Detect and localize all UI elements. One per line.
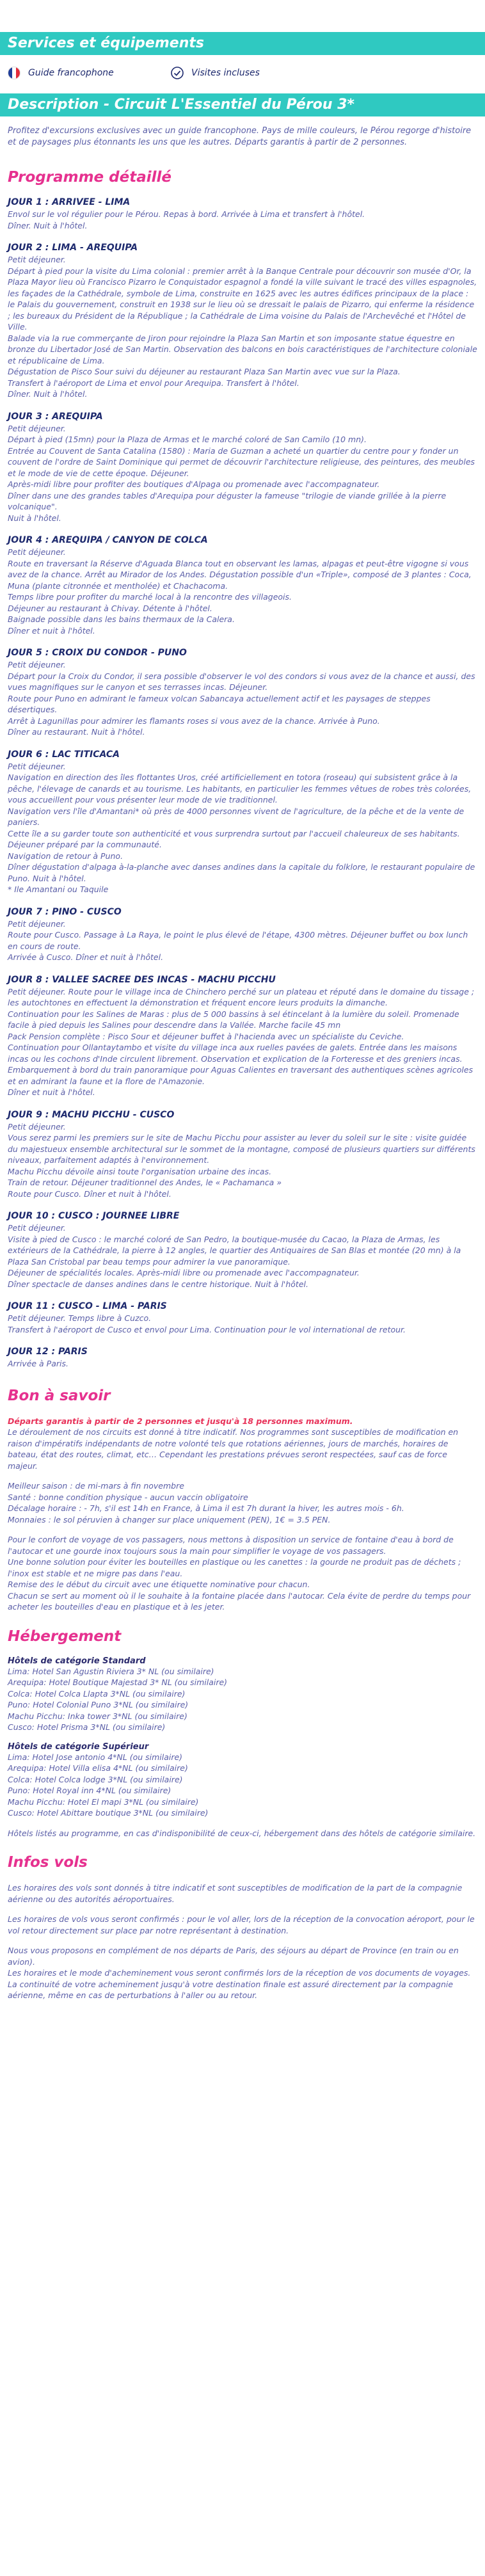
programme-title: Programme détaillé xyxy=(8,169,171,186)
infos-vols-p1: Les horaires des vols sont donnés à titre indicatif et sont susceptibles de modification de la part de la compagnie aérienne ou des autorités aéroportuaires. xyxy=(8,1883,463,1904)
day-title: JOUR 2 : LIMA - AREQUIPA xyxy=(8,243,138,253)
day-block xyxy=(0,1110,485,1212)
day-title: JOUR 4 : AREQUIPA / CANYON DE COLCA xyxy=(8,535,208,545)
hotels-standard-list: Lima: Hotel San Agustin Riviera 3* NL (ou similaire) Arequipa: Hotel Boutique Majestad 3* NL (ou similaire) Colca: Hotel Colca Llapta 3*NL (ou similaire) Puno: Hotel Colonial Puno 3*NL (ou similaire) Machu Picchu: Inka tower 3*NL (ou similaire) Cusco: Hotel Prisma 3*NL (ou similaire) xyxy=(8,1666,228,1732)
day-title: JOUR 3 : AREQUIPA xyxy=(8,411,103,422)
infos-vols-p2: Les horaires de vols vous seront confirmés : pour le vol aller, lors de la réception de la convocation aéroport, pour le vol retour directement sur place par notre représentant à destination. xyxy=(8,1914,475,1935)
day-body: Petit déjeuner. Vous serez parmi les premiers sur le site de Machu Picchu pour assister au lever du soleil sur le site : visite guidée du majestueux ensemble architectural sur le sommet de la montagne, composé de plusieurs quartiers sur différents niveaux, parfaitement adaptés à l'environnement. Machu Picchu dévoile ainsi toute l'organisation urbaine des incas. Train de retour. Déjeuner traditionnel des Andes, le « Pachamanca » Route pour Cusco. Dîner et nuit à l'hôtel. xyxy=(8,1121,475,1199)
day-block xyxy=(0,907,485,975)
day-title: JOUR 5 : CROIX DU CONDOR - PUNO xyxy=(8,648,187,658)
day-block xyxy=(0,648,485,749)
services-list xyxy=(0,55,485,93)
day-body: Petit déjeuner. Départ à pied (15mn) pour la Plaza de Armas et le marché coloré de San Camilo (10 mn). Entrée au Couvent de Santa Catalina (1580) : Maria de Guzman a acheté un quartier du centre pour y fonder un couvent de l'ordre de Saint Dominique qui permet de découvrir l'architecture religieuse, des peintures, des meubles et le mode de vie de cette époque. Déjeuner. Après-midi libre pour profiter des boutiques d'Alpaga ou promenade avec l'accompagnateur. Dîner dans une des grandes tables d'Arequipa pour déguster la fameuse "trilogie de viande grillée à la pierre volcanique". Nuit à l'hôtel. xyxy=(8,423,475,523)
service-label-guide: Guide francophone xyxy=(28,68,114,78)
day-title: JOUR 7 : PINO - CUSCO xyxy=(8,906,122,917)
day-body: Arrivée à Paris. xyxy=(8,1359,68,1368)
day-block xyxy=(0,749,485,907)
service-item-visites xyxy=(171,67,334,79)
day-title: JOUR 6 : LAC TITICACA xyxy=(8,749,120,760)
hebergement-title: Hébergement xyxy=(8,1628,122,1645)
day-block xyxy=(0,1301,485,1347)
day-block xyxy=(0,412,485,536)
bon-a-savoir-lead: Départs garantis à partir de 2 personnes et jusqu'à 18 personnes maximum. xyxy=(8,1416,353,1426)
day-title: JOUR 10 : CUSCO : JOURNEE LIBRE xyxy=(8,1211,180,1221)
day-body: Petit déjeuner. Départ pour la Croix du Condor, il sera possible d'observer le vol des condors si vous avez de la chance et aussi, des vues magnifiques sur le canyon et ses terrasses incas. Déjeuner. Route pour Puno en admirant le fameux volcan Sabancaya actuellement actif et les paysages de steppes désertiques. Arrêt à Lagunillas pour admirer les flamants roses si vous avez de la chance. Arrivée à Puno. Dîner au restaurant. Nuit à l'hôtel. xyxy=(8,660,475,737)
flag-france-icon xyxy=(8,67,20,79)
hotels-superieur-list: Lima: Hotel Jose antonio 4*NL (ou similaire) Arequipa: Hotel Villa elisa 4*NL (ou similaire) Colca: Hotel Colca lodge 3*NL (ou similaire) Puno: Hotel Royal inn 4*NL (ou similaire) Machu Picchu: Hotel El mapi 3*NL (ou similaire) Cusco: Hotel Abittare boutique 3*NL (ou similaire) xyxy=(8,1752,209,1818)
hotels-superieur-title: Hôtels de catégorie Supérieur xyxy=(8,1741,149,1752)
programme-days xyxy=(0,197,485,1381)
hebergement-note: Hôtels listés au programme, en cas d'indisponibilité de ceux-ci, hébergement dans des hôtels de catégorie similaire. xyxy=(8,1828,476,1838)
day-block xyxy=(0,975,485,1110)
day-body: Petit déjeuner. Route pour Cusco. Passage à La Raya, le point le plus élevé de l'étape, 4300 mètres. Déjeuner buffet ou box lunch en cours de route. Arrivée à Cusco. Dîner et nuit à l'hôtel. xyxy=(8,918,468,962)
day-title: JOUR 9 : MACHU PICCHU - CUSCO xyxy=(8,1109,175,1120)
infos-vols-title: Infos vols xyxy=(8,1854,88,1871)
description-title: Description - Circuit L'Essentiel du Pérou 3* xyxy=(0,93,485,116)
day-title: JOUR 11 : CUSCO - LIMA - PARIS xyxy=(8,1301,167,1311)
day-body: Petit déjeuner. Départ à pied pour la visite du Lima colonial : premier arrêt à la Banque Centrale pour découvrir son musée d'Or, la Plaza Mayor lieu où Francisco Pizarro le Conquistador espagnol a fondé la ville suivant le tracé des villes espagnoles, les façades de la Cathédrale, symbole de Lima, construite en 1625 avec les autres édifices principaux de la place : le Palais du gouvernement, construit en 1938 sur le lieu où se dressait le palais de Pizarro, qui enferme la résidence ; les bureaux du Président de la République ; la Cathédrale de Lima voisine du Palais de l'Archevêché et l'Hôtel de Ville. Balade via la rue commerçante de Jiron pour rejoindre la Plaza San Martin et son imposante statue équestre en bronze du Libertador José de San Martin. Observation des balcons en bois caractéristiques de l'architecture coloniale et républicaine de Lima. Dégustation de Pisco Sour suivi du déjeuner au restaurant Plaza San Martin avec vue sur la Plaza. Transfert à l'aéroport de Lima et envol pour Arequipa. Transfert à l'hôtel. Dîner. Nuit à l'hôtel. xyxy=(8,255,477,399)
services-title: Services et équipements xyxy=(0,32,485,55)
day-block xyxy=(0,535,485,648)
day-block xyxy=(0,243,485,412)
day-title: JOUR 12 : PARIS xyxy=(8,1347,88,1357)
day-body: Envol sur le vol régulier pour le Pérou. Repas à bord. Arrivée à Lima et transfert à l'hôtel. Dîner. Nuit à l'hôtel. xyxy=(8,209,365,230)
day-block xyxy=(0,197,485,243)
bon-a-savoir-title: Bon à savoir xyxy=(8,1387,111,1404)
day-body: Petit déjeuner. Navigation en direction des îles flottantes Uros, créé artificiellement en totora (roseau) qui subsistent grâce à la pêche, l'élevage de canards et au tourisme. Les habitants, en particulier les femmes vêtues de robes très colorées, vous accueillent pour vous présenter leur mode de vie traditionnel. Navigation vers l'île d'Amantani* où près de 4000 personnes vivent de l'agriculture, de la pêche et de la vente de paniers. Cette île a su garder toute son authenticité et vous surprendra surtout par l'accueil chaleureux de ses habitants. Déjeuner préparé par la communauté. Navigation de retour à Puno. Dîner dégustation d'alpaga à-la-planche avec danses andines dans la capitale du folklore, le restaurant populaire de Puno. Nuit à l'hôtel. * Ile Amantani ou Taquile xyxy=(8,761,475,894)
description-intro: Profitez d'excursions exclusives avec un guide francophone. Pays de mille couleurs, le Pérou regorge d'histoire et de paysages plus étonnants les uns que les autres. Départs garantis à partir de 2 personnes. xyxy=(8,126,472,147)
service-item-guide xyxy=(8,67,171,79)
hotels-standard-title: Hôtels de catégorie Standard xyxy=(8,1656,146,1666)
infos-vols-p3: Nous vous proposons en complément de nos départs de Paris, des séjours au départ de Province (en train ou en avion). Les horaires et le mode d'acheminement vous seront confirmés lors de la réception de vos documents de voyages. La continuité de votre acheminement jusqu'à votre destination finale est assuré directement par la compagnie aérienne, même en cas de perturbations à l'aller ou au retour. xyxy=(8,1946,471,2000)
bon-a-savoir-p1: Le déroulement de nos circuits est donné à titre indicatif. Nos programmes sont susceptibles de modification en raison d'impératifs indépendants de notre volonté tels que rotations aériennes, jours de marchés, horaires de bateau, état des routes, climat, etc… Cependant les prestations prévues seront respectées, sauf cas de force majeur. xyxy=(8,1427,459,1471)
day-title: JOUR 1 : ARRIVEE - LIMA xyxy=(8,197,131,207)
day-body: Petit déjeuner. Visite à pied de Cusco : le marché coloré de San Pedro, la boutique-musée du Cacao, la Plaza de Armas, les extérieurs de la Cathédrale, la pierre à 12 angles, le quartier des Antiquaires de San Blas et montée (20 mn) à la Plaza San Cristobal par beau temps pour admirer la vue panoramique. Déjeuner de spécialités locales. Après-midi libre ou promenade avec l'accompagnateur. Dîner spectacle de danses andines dans le centre historique. Nuit à l'hôtel. xyxy=(8,1223,461,1289)
day-body: Petit déjeuner. Route pour le village inca de Chinchero perché sur un plateau et réputé dans le domaine du tissage ; les autochtones en effectuent la démonstration et fréquent encore leurs produits la dimanche. Continuation pour les Salines de Maras : plus de 5 000 bassins à sel étincelant à la lumière du soleil. Promenade facile à pied depuis les Salines pour descendre dans la Vallée. Marche facile 45 mn Pack Pension complète : Pisco Sour et déjeuner buffet à l'hacienda avec un spécialiste du Ceviche. Continuation pour Ollantaytambo et visite du village inca aux ruelles pavées de galets. Entrée dans les maisons incas ou les cochons d'Inde circulent librement. Observation et explication de la Forteresse et des greniers incas. Embarquement à bord du train panoramique pour Aguas Calientes en traversant des authentiques scènes agricoles et en admirant la faune et la flore de l'Amazonie. Dîner et nuit à l'hôtel. xyxy=(8,986,475,1097)
check-icon xyxy=(171,67,184,79)
day-body: Petit déjeuner. Temps libre à Cuzco. Transfert à l'aéroport de Cusco et envol pour Lima. Continuation pour le vol international de retour. xyxy=(8,1313,406,1334)
service-label-visites: Visites incluses xyxy=(191,68,260,78)
day-block xyxy=(0,1347,485,1381)
day-title: JOUR 8 : VALLEE SACREE DES INCAS - MACHU PICCHU xyxy=(8,974,276,985)
day-body: Petit déjeuner. Route en traversant la Réserve d'Aguada Blanca tout en observant les lamas, alpagas et peut-être vigogne si vous avez de la chance. Arrêt au Mirador de los Andes. Dégustation possible d'un «Triple», composé de 3 plantes : Coca, Muna (plante citronnée et mentholée) et Chachacoma. Temps libre pour profiter du marché local à la rencontre des villageois. Déjeuner au restaurant à Chivay. Détente à l'hôtel. Baignade possible dans les bains thermaux de la Calera. Dîner et nuit à l'hôtel. xyxy=(8,547,472,636)
bon-a-savoir-p3: Pour le confort de voyage de vos passagers, nous mettons à disposition un service de fontaine d'eau à bord de l'autocar et une gourde inox toujours sous la main pour simplifier le voyage de vos passagers. Une bonne solution pour éviter les bouteilles en plastique ou les canettes : la gourde ne produit pas de déchets ; l'inox est stable et ne migre pas dans l'eau. Remise des le début du circuit avec une étiquette nominative pour chacun. Chacun se sert au moment où il le souhaite à la fontaine placée dans l'autocar. Cela évite de perdre du temps pour acheter les bouteilles d'eau en plastique et à les jeter. xyxy=(8,1535,471,1612)
day-block xyxy=(0,1211,485,1301)
bon-a-savoir-p2: Meilleur saison : de mi-mars à fin novembre Santé : bonne condition physique - aucun vaccin obligatoire Décalage horaire : - 7h, s'il est 14h en France, à Lima il est 7h durant la hiver, les autres mois - 6h. Monnaies : le sol péruvien à changer sur place uniquement (PEN), 1€ = 3.5 PEN. xyxy=(8,1481,404,1524)
